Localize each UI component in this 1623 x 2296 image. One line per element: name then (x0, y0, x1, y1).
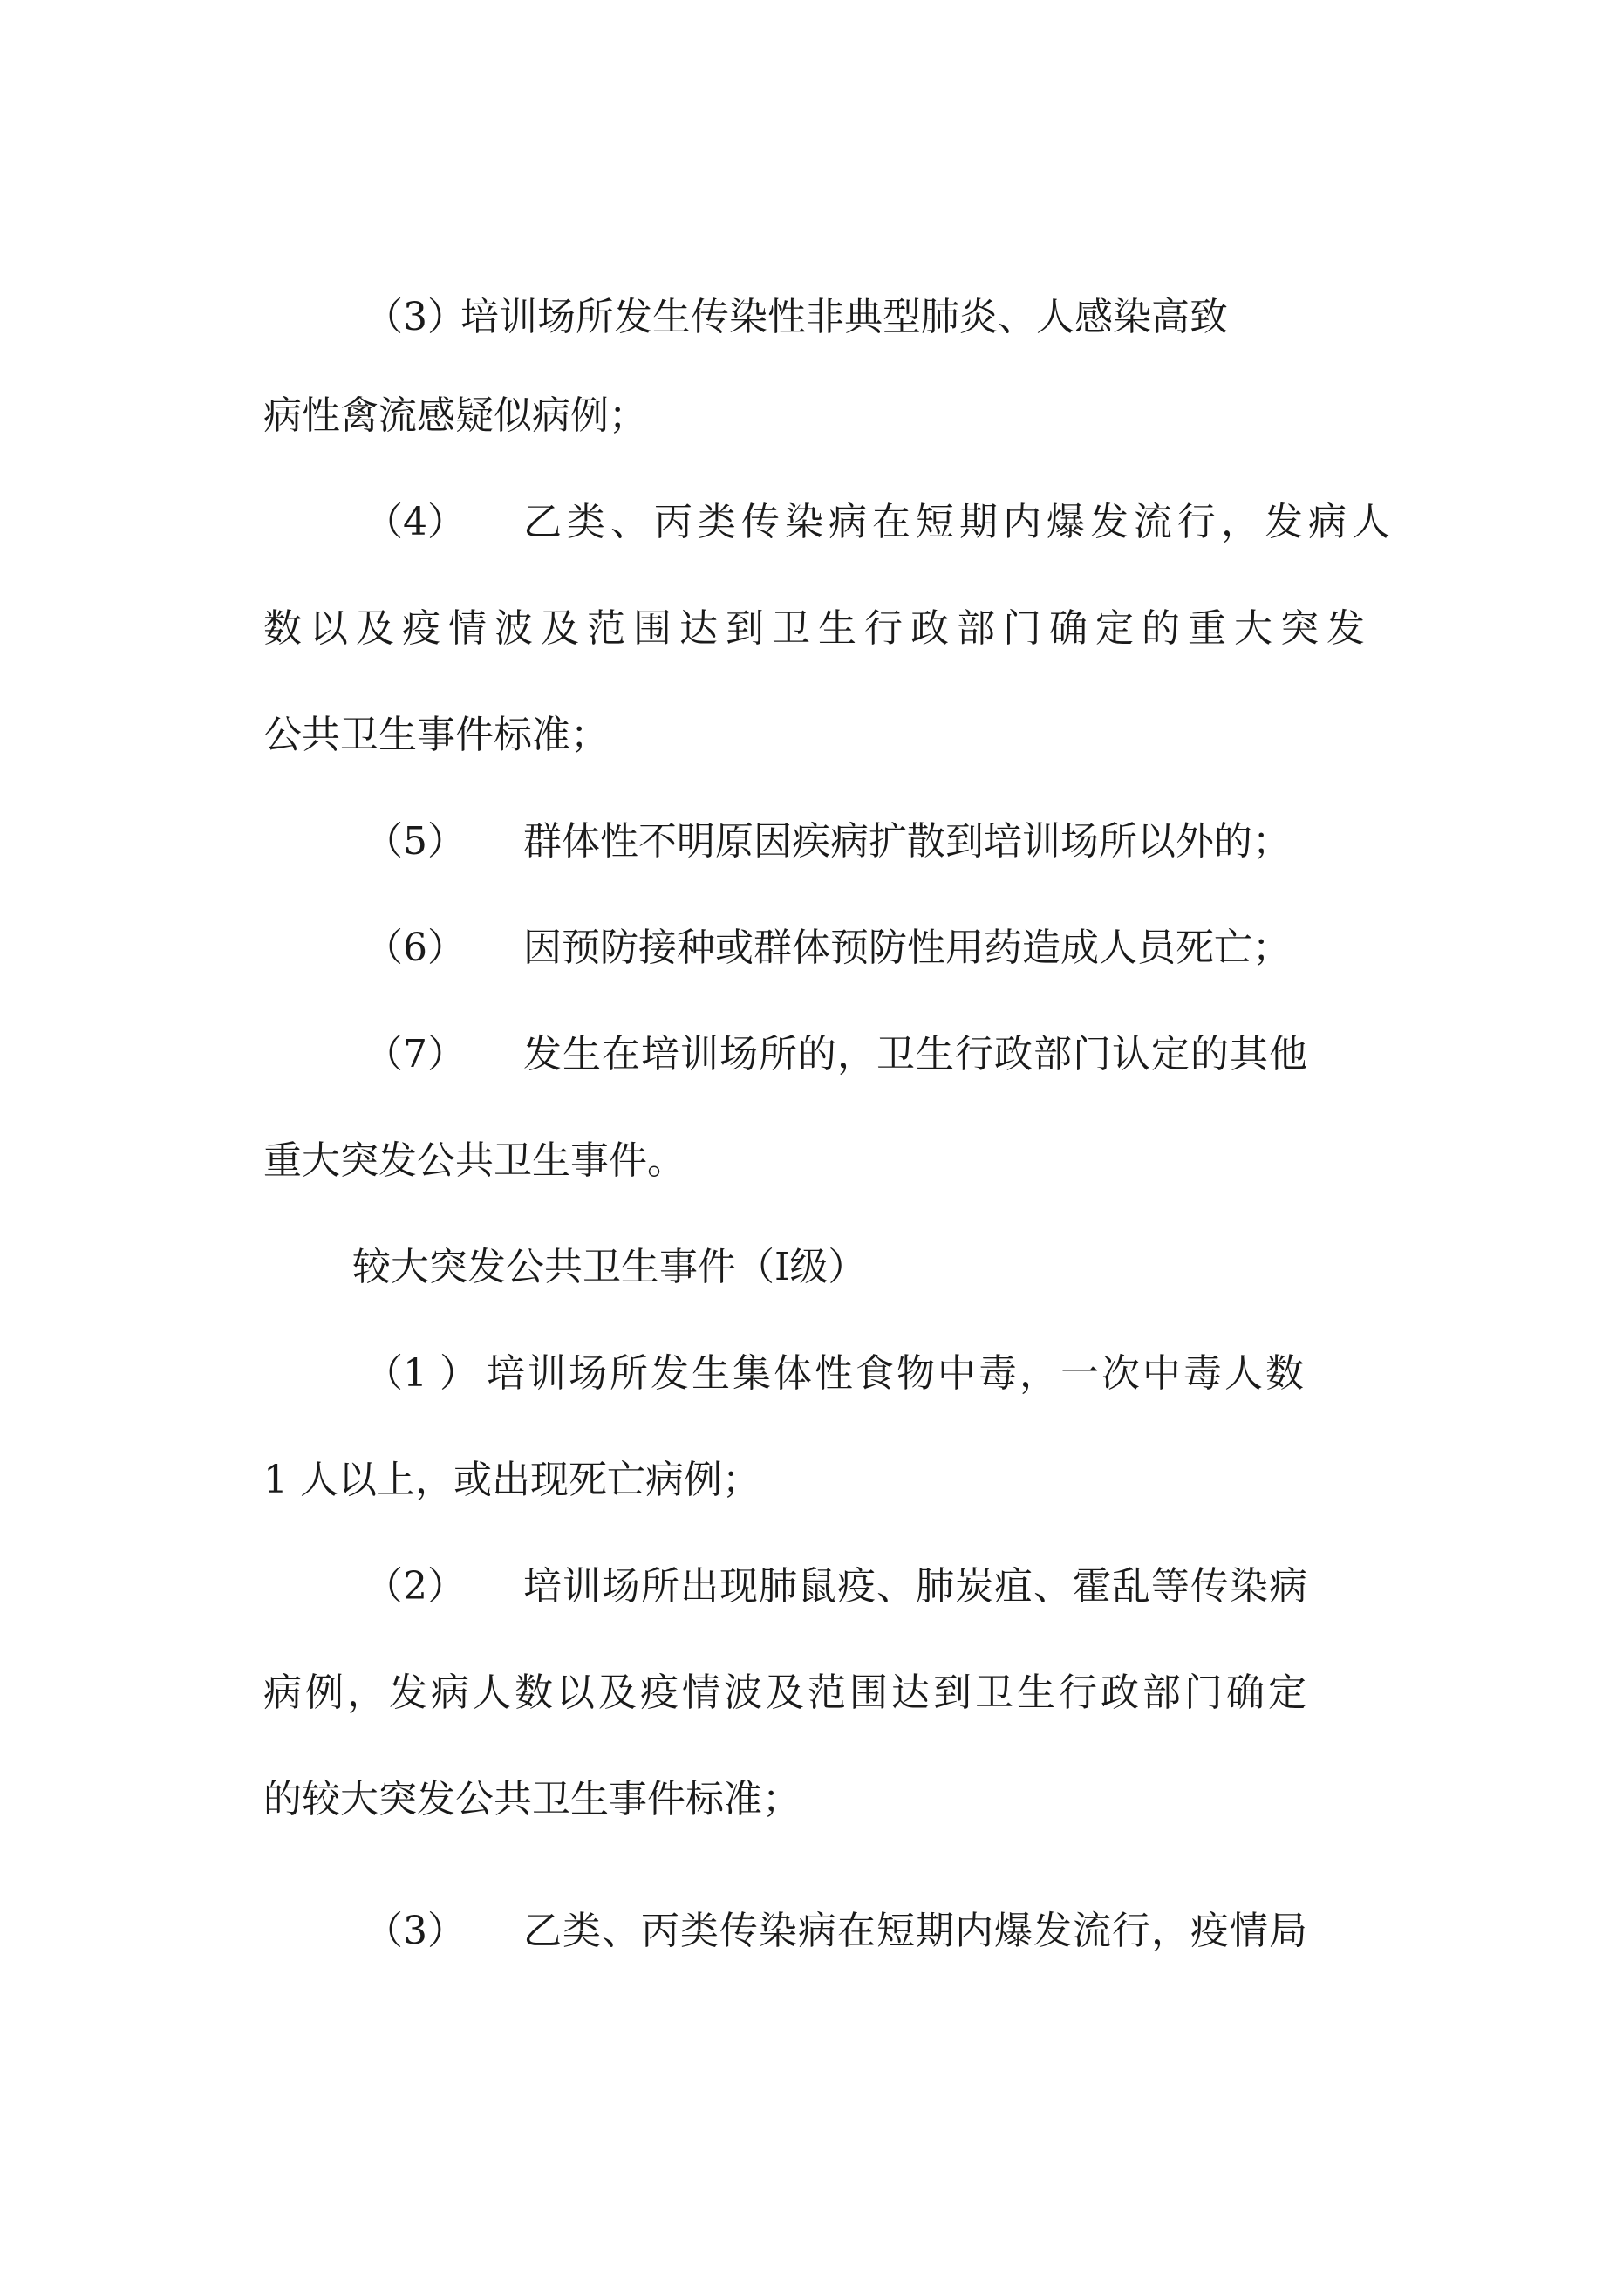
paragraph-text: 培训场所出现肺鼠疫、肺炭疽、霍乱等传染病 (523, 1564, 1308, 1609)
paragraph-text: 1 人以上，或出现死亡病例； (263, 1458, 760, 1502)
item-number: （3） (365, 1909, 466, 1953)
paragraph-text: 公共卫生事件标准； (263, 713, 609, 757)
paragraph-text: 的较大突发公共卫生事件标准； (263, 1777, 801, 1821)
paragraph-text: 数以及疫情波及范围达到卫生行政部门确定的重大突发 (263, 606, 1373, 651)
paragraph-text: 培训场所发生传染性非典型肺炎、人感染高致 (460, 295, 1228, 339)
item-number: （5） (365, 819, 466, 864)
paragraph-text: 培训场所发生集体性食物中毒，一次中毒人数 (487, 1351, 1306, 1396)
item-number: （2） (365, 1564, 466, 1609)
item-number: （4） (365, 500, 466, 544)
paragraph-text: 病例，发病人数以及疫情波及范围达到卫生行政部门确定 (263, 1671, 1310, 1715)
paragraph-text: 乙类、丙类传染病在短期内爆发流行，疫情局 (523, 1909, 1308, 1953)
paragraph-text: 因预防接种或群体预防性用药造成人员死亡； (523, 926, 1291, 970)
paragraph-text: 发生在培训场所的，卫生行政部门认定的其他 (523, 1032, 1308, 1076)
item-number: （6） (365, 926, 466, 970)
paragraph-text: 病性禽流感疑似病例； (263, 393, 647, 438)
paragraph-text: 乙类、丙类传染病在短期内爆发流行，发病人 (523, 500, 1395, 544)
paragraph-text: 群体性不明原因疾病扩散到培训场所以外的； (523, 819, 1291, 864)
item-number: （3） (365, 295, 466, 339)
paragraph-text: 较大突发公共卫生事件（Ⅰ级） (352, 1245, 867, 1289)
item-number: （7） (365, 1032, 466, 1076)
paragraph-text: 重大突发公共卫生事件。 (263, 1138, 685, 1183)
item-number: （1 ） (365, 1351, 478, 1396)
